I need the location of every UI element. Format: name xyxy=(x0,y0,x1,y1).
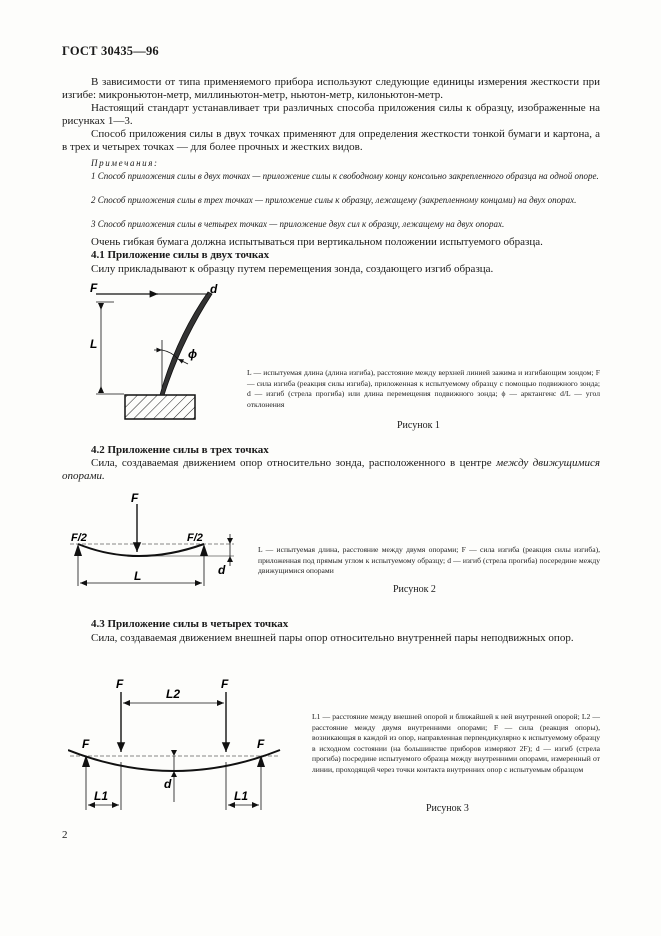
label-L: L xyxy=(134,569,142,583)
section-4-3-text: Сила, создаваемая движением внешней пары опор относительно внутренней пары неподвижных опор. xyxy=(91,632,574,644)
section-4-2-text xyxy=(62,457,600,483)
figure-2-caption: L — испытуемая длина, расстояние между двумя опорами; F — сила изгиба (реакция силы изгиба), приложенная под прямым углом к испытуемому образцу; d — изгиб (стрела прогиба) посередине между движущимися опорами xyxy=(258,545,600,575)
section-4-1-title: 4.1 Приложение силы в двух точках xyxy=(91,249,270,261)
figure-3-caption: L1 — расстояние между внешней опорой и ближайшей к ней внутренней опорой; L2 — расстояние между двумя внутренними опорами; F — сила (реакция опоры), возникающая в каждой из опор, направленная перпендикулярно к испытуемому образцу в исходном состоянии (на большинстве приборов измеряют 2F); d — изгиб (стрела прогиба) посредине испытуемого образца между внутренними опорами, измеренный от линии, проходящей через точки контакта внутренних опор с испытуемым образцом xyxy=(312,712,600,774)
label-d: d xyxy=(164,777,172,791)
note-2: 2 Способ приложения силы в трех точках — приложение силы к образцу, лежащему (закрепленному концами) на двух опорах. xyxy=(91,195,577,205)
paragraph-units: В зависимости от типа применяемого прибора используют следующие единицы измерения жесткости при изгибе: микроньютон-метр, миллиньютон-метр, ньютон-метр, килоньютон-метр. xyxy=(62,76,600,101)
section-4-3-title: 4.3 Приложение силы в четырех точках xyxy=(91,618,289,630)
section-4-2-text-part: Сила, создаваемая движением опор относительно зонда, расположенного в центре xyxy=(91,457,497,469)
figure-1-label: Рисунок 1 xyxy=(397,420,440,431)
bent-specimen xyxy=(78,544,204,556)
label-phi: ϕ xyxy=(188,347,198,361)
label-F2-right: F/2 xyxy=(187,532,203,544)
note-3: 3 Способ приложения силы в четырех точках — приложение двух сил к образцу, лежащему на двух опорах. xyxy=(91,219,505,229)
paragraph-flexible-paper: Очень гибкая бумага должна испытываться при вертикальном положении испытуемого образца. xyxy=(91,236,543,248)
figure-1-diagram xyxy=(84,280,244,430)
label-F2-left: F/2 xyxy=(71,532,87,544)
label-F-inner-left: F xyxy=(116,677,124,691)
figure-2-label: Рисунок 2 xyxy=(393,584,436,595)
section-4-2-text-italic: между движущимися опорами. xyxy=(62,457,601,482)
figure-3-diagram xyxy=(68,676,288,816)
label-L1-right: L1 xyxy=(234,789,249,803)
figure-3-label: Рисунок 3 xyxy=(426,803,469,814)
paragraph-application: Способ приложения силы в двух точках применяют для определения жесткости тонкой бумаги и картона, а в трех и четырех точках — для более прочных и жестких видов. xyxy=(62,128,600,153)
page-number: 2 xyxy=(62,829,68,841)
label-d: d xyxy=(218,563,226,577)
section-4-1-text: Силу прикладывают к образцу путем перемещения зонда, создающего изгиб образца. xyxy=(91,263,494,275)
paragraph-methods: Настоящий стандарт устанавливает три различных способа приложения силы к образцу, изображенные на рисунках 1—3. xyxy=(62,102,600,127)
label-F: F xyxy=(90,281,98,295)
note-1: 1 Способ приложения силы в двух точках — приложение силы к свободному концу консольно закрепленного образца на одной опоре. xyxy=(91,171,599,181)
label-F-outer-right: F xyxy=(257,737,265,751)
section-4-2-title: 4.2 Приложение силы в трех точках xyxy=(91,444,269,456)
notes-title: Примечания: xyxy=(91,158,159,168)
label-F: F xyxy=(131,491,139,505)
document-header: ГОСТ 30435—96 xyxy=(62,44,159,58)
figure-1-caption: L — испытуемая длина (длина изгиба), расстояние между верхней линией зажима и изгибающим зондом; F — сила изгиба (реакция силы изгиба), приложенная к испытуемому образцу с помощью подвижного зонда; d — изгиб (стрела прогиба) или длина перемещения подвижного зонда; ϕ — арктангенс d/L — угол отклонения xyxy=(247,368,600,409)
bent-specimen xyxy=(160,292,212,395)
label-L2: L2 xyxy=(166,687,181,701)
label-L1-left: L1 xyxy=(94,789,109,803)
label-F-inner-right: F xyxy=(221,677,229,691)
clamp-block xyxy=(125,395,195,419)
label-L: L xyxy=(90,337,98,351)
label-F-outer-left: F xyxy=(82,737,90,751)
label-d: d xyxy=(210,282,218,296)
figure-2-diagram xyxy=(68,490,248,590)
